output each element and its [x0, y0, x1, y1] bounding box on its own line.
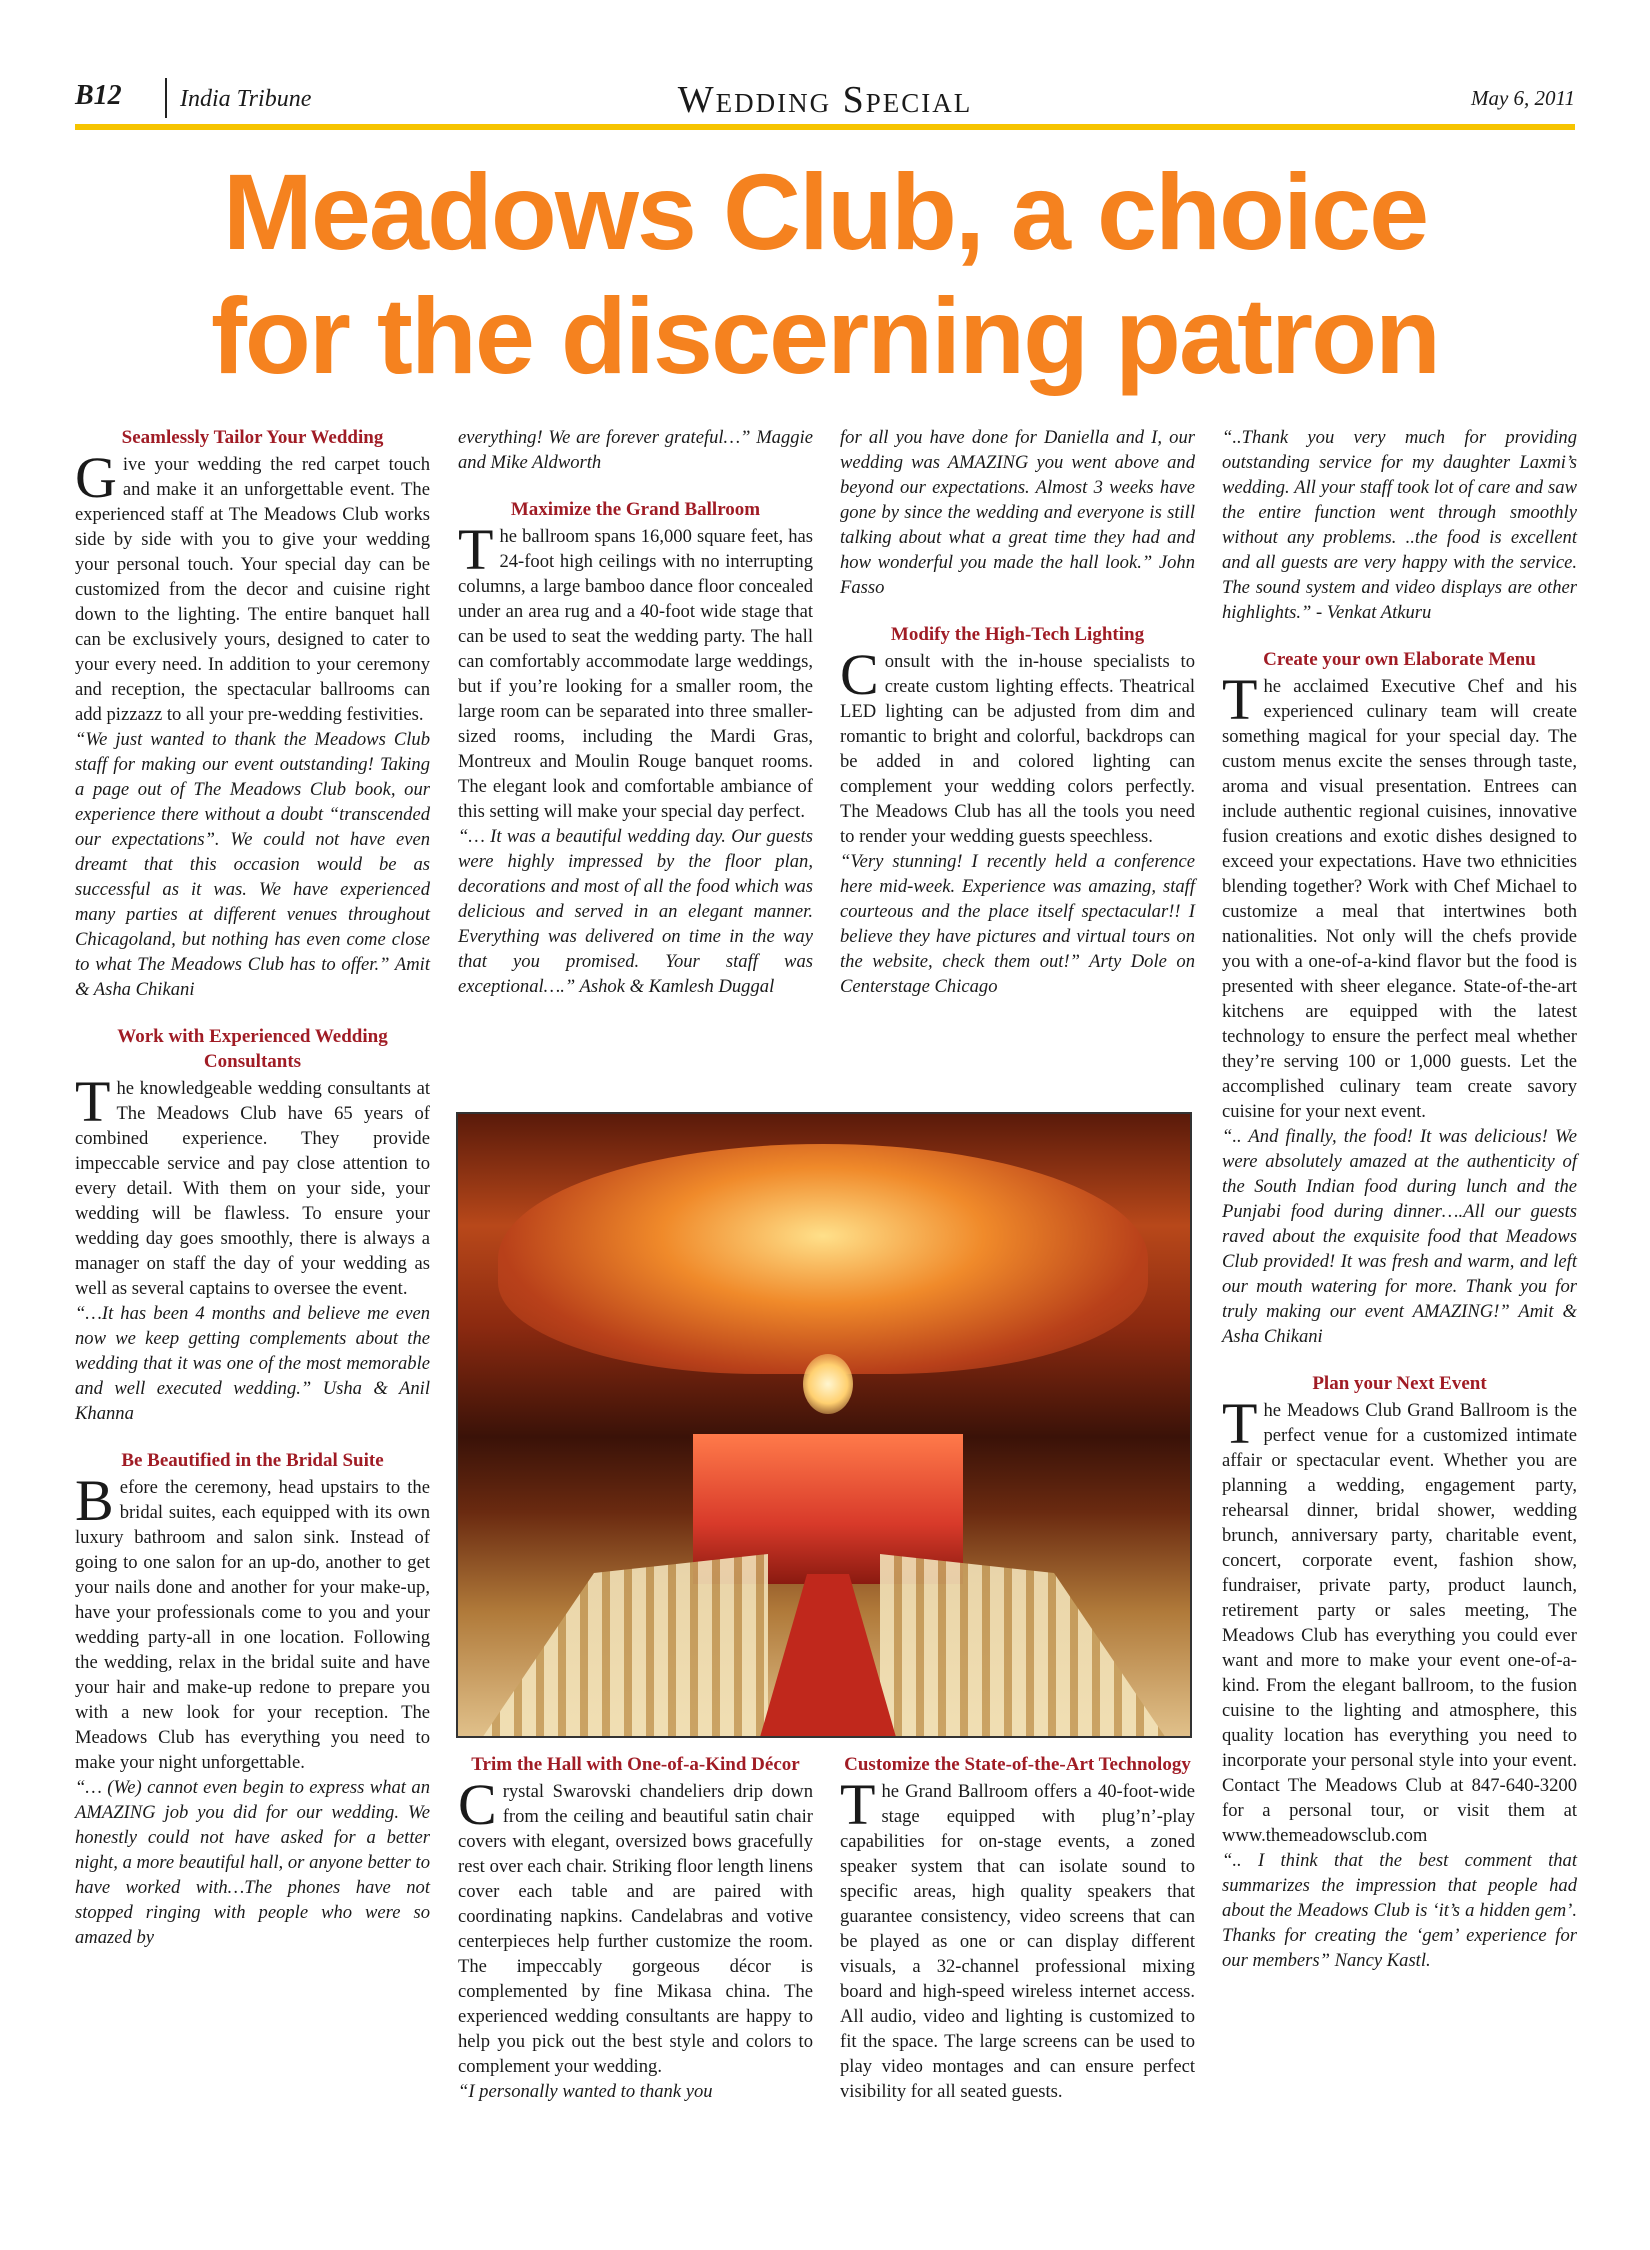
- body-paragraph: The Meadows Club Grand Ballroom is the perfect venue for a customized intimate affair or spectacular event. Whether you are planning a wedding, engagement party, rehearsal dinner, bridal shower, wedding brunch, anniversary party, charitable event, concert, corporate event, fashion show, fundraiser, private party, product launch, retirement party or sales meeting, The Meadows Club has everything you could ever want and more to make your event one-of-a-kind. From the elegant ballroom, to the fusion cuisine to the lighting and atmosphere, this quality location has everything you need to incorporate your personal style into your event. Contact The Meadows Club at 847-640-3200 for a personal tour, or visit them at www.themeadowsclub.com: [1222, 1391, 1577, 1846]
- body-paragraph: The ballroom spans 16,000 square feet, has 24-foot high ceilings with no interrupting columns, a large bamboo dance floor concealed under an area rug and a 40-foot wide stage that can be used to seat the wedding party. The hall can comfortably accommodate large weddings, but if you’re looking for a smaller room, the large room can be separated into three smaller-sized rooms, including the Mardi Gras, Montreux and Moulin Rouge banquet rooms. The elegant look and comfortable ambiance of this setting will make your special day perfect.: [458, 517, 813, 822]
- body-paragraph: The Grand Ballroom offers a 40-foot-wide stage equipped with plug’n’-play capabilities for on-stage events, a zoned speaker system that can isolate sound to specific areas, high quality speakers that guarantee consistency, video screens that can be played as one or can display different visuals, a 32-channel professional mixing board and high-speed wireless internet access. All audio, video and lighting is customized to fit the space. The large screens can be used to play video montages and can ensure perfect visibility for all seated guests.: [840, 1772, 1195, 2102]
- testimonial-quote: “We just wanted to thank the Meadows Club staff for making our event outstanding! Taking a page out of The Meadows Club book, our experience there without a doubt “transcended our expectations”. We could not have even dreamt that this occasion would be as successful as it was. We have experienced many parties at different venues throughout Chicagoland, but nothing has even come close to what The Meadows Club has to offer.” Amit & Asha Chikani: [75, 729, 430, 1000]
- subhead: Modify the High-Tech Lighting: [890, 624, 1145, 645]
- subhead: Maximize the Grand Ballroom: [510, 499, 761, 520]
- section-title: Wedding Special: [677, 79, 973, 121]
- page-number: B12: [75, 80, 122, 111]
- body-paragraph: Before the ceremony, head upstairs to the bridal suites, each equipped with its own luxury bathroom and salon sink. Instead of going to one salon for an up-do, another to get your nails done and another for your make-up, have your professionals come to you and your wedding party-all in one location. Following the wedding, relax in the bridal suite and have your hair and make-up redone to prepare you with a new look for your reception. The Meadows Club has everything you need to make your night unforgettable.: [75, 1468, 430, 1773]
- body-paragraph: The knowledgeable wedding consultants at The Meadows Club have 65 years of combined experience. They provide impeccable service and pay close attention to every detail. With them on your side, your wedding will be flawless. To ensure your wedding day goes smoothly, there is always a manager on staff the day of your wedding as well as several captains to oversee the event.: [75, 1069, 430, 1299]
- column-2: [458, 425, 813, 999]
- ceiling-dome: [498, 1144, 1148, 1374]
- testimonial-quote: “… (We) cannot even begin to express what an AMAZING job you did for our wedding. We honestly could not have asked for a better night, a more beautiful hall, or anyone better to have worked with…The phones have not stopped ringing with people who were so amazed by: [75, 1777, 430, 1948]
- testimonial-quote: “..Thank you very much for providing outstanding service for my daughter Laxmi’s wedding. All your staff took lot of care and saw the entire function went through smoothly without any problems. ..the food is excellent and all guests are very happy with the service. The sound system and video displays are other highlights.” - Venkat Atkuru: [1222, 427, 1577, 623]
- body-paragraph: Crystal Swarovski chandeliers drip down from the ceiling and beautiful satin chair covers with elegant, oversized bows gracefully rest over each chair. Striking floor length linens cover each table and are paired with coordinating napkins. Candelabras and votive centerpieces help further customize the room. The impeccably gorgeous décor is complemented by fine Mikasa china. The experienced wedding consultants are happy to help you pick out the best style and colors to complement your wedding.: [458, 1772, 813, 2077]
- body-paragraph: The acclaimed Executive Chef and his experienced culinary team will create something magical for your special day. The custom menus excite the senses through taste, aroma and visual presentation. Entrees can include authentic regional cuisines, innovative fusion creations and exotic dishes designed to exceed your expectations. Have two ethnicities blending together? Work with Chef Michael to customize a meal that intertwines both nationalities. Not only will the chefs provide you with a one-of-a-kind flavor but the food is presented with sheer elegance. State-of-the-art kitchens are equipped with the latest technology to ensure the perfect meal whether they’re serving 100 or 1,000 guests. Let the accomplished culinary team create savory cuisine for your next event.: [1222, 667, 1577, 1122]
- subhead: Plan your Next Event: [1312, 1373, 1487, 1394]
- red-carpet-aisle: [758, 1574, 898, 1738]
- page-header: [75, 78, 1575, 122]
- column-3: [840, 425, 1195, 999]
- testimonial-quote: “I personally wanted to thank you: [458, 2081, 713, 2102]
- chair-rows-right: [880, 1554, 1170, 1738]
- chandelier: [803, 1354, 853, 1414]
- subhead: Be Beautified in the Bridal Suite: [121, 1450, 384, 1471]
- column-2-lower: [458, 1752, 813, 2104]
- testimonial-quote: “Very stunning! I recently held a conference here mid-week. Experience was amazing, staff courteous and the place itself spectacular!! I believe they have pictures and virtual tours on the website, check them out!” Arty Dole on Centerstage Chicago: [840, 851, 1195, 997]
- column-4: [1222, 425, 1577, 1973]
- ballroom-photo: [456, 1112, 1192, 1738]
- testimonial-quote: everything! We are forever grateful…” Maggie and Mike Aldworth: [458, 427, 813, 473]
- subhead: Work with Experienced Wedding Consultants: [117, 1026, 388, 1072]
- publication-name: India Tribune: [180, 86, 312, 112]
- subhead: Seamlessly Tailor Your Wedding: [121, 427, 384, 448]
- testimonial-quote: “.. I think that the best comment that summarizes the impression that people had about the Meadows Club is ‘it’s a hidden gem’. Thanks for creating the ‘gem’ experience for our members” Nancy Kastl.: [1222, 1850, 1577, 1971]
- testimonial-quote: “.. And finally, the food! It was delicious! We were absolutely amazed at the authenticity of the South Indian food during lunch and the Punjabi food during dinner….All our guests raved about the exquisite food that Meadows Club provided! It was fresh and warm, and left our mouth watering for more. Thank you for truly making our event AMAZING!” Amit & Asha Chikani: [1222, 1126, 1577, 1347]
- testimonial-quote: “…It has been 4 months and believe me even now we keep getting complements about the wedding that it was one of the most memorable and well executed wedding.” Usha & Anil Khanna: [75, 1303, 430, 1424]
- headline-line-1: Meadows Club, a choice: [222, 151, 1428, 272]
- column-1: [75, 425, 430, 1950]
- subhead: Customize the State-of-the-Art Technology: [844, 1754, 1191, 1775]
- testimonial-quote: for all you have done for Daniella and I, our wedding was AMAZING you went above and beyond our expectations. Almost 3 weeks have gone by since the wedding and everyone is still talking about what a great time they had and how wonderful you made the hall look.” John Fasso: [840, 427, 1195, 598]
- issue-date: May 6, 2011: [1470, 86, 1575, 110]
- column-3-lower: [840, 1752, 1195, 2104]
- header-rule: [75, 124, 1575, 130]
- headline: [60, 150, 1590, 398]
- headline-line-2: for the discerning patron: [210, 275, 1440, 396]
- body-paragraph: Give your wedding the red carpet touch and make it an unforgettable event. The experienced staff at The Meadows Club works side by side with you to give your wedding your personal touch. Your special day can be customized from the decor and cuisine right down to the lighting. The entire banquet hall can be exclusively yours, designed to cater to your every need. In addition to your ceremony and reception, the spectacular ballrooms can add pizzazz to all your pre-wedding festivities.: [75, 445, 430, 725]
- subhead: Create your own Elaborate Menu: [1263, 649, 1536, 670]
- body-paragraph: Consult with the in-house specialists to create custom lighting effects. Theatrical LED lighting can be adjusted from dim and romantic to bright and colorful, backdrops can be added in and colored lighting can complement your wedding colors perfectly. The Meadows Club has all the tools you need to render your wedding guests speechless.: [840, 642, 1195, 847]
- chair-rows-left: [478, 1554, 768, 1738]
- subhead: Trim the Hall with One-of-a-Kind Décor: [471, 1754, 800, 1775]
- testimonial-quote: “… It was a beautiful wedding day. Our guests were highly impressed by the floor plan, decorations and most of all the food which was delicious and served in an elegant manner. Everything was delivered on time in the way that you promised. Your staff was exceptional….” Ashok & Kamlesh Duggal: [458, 826, 813, 997]
